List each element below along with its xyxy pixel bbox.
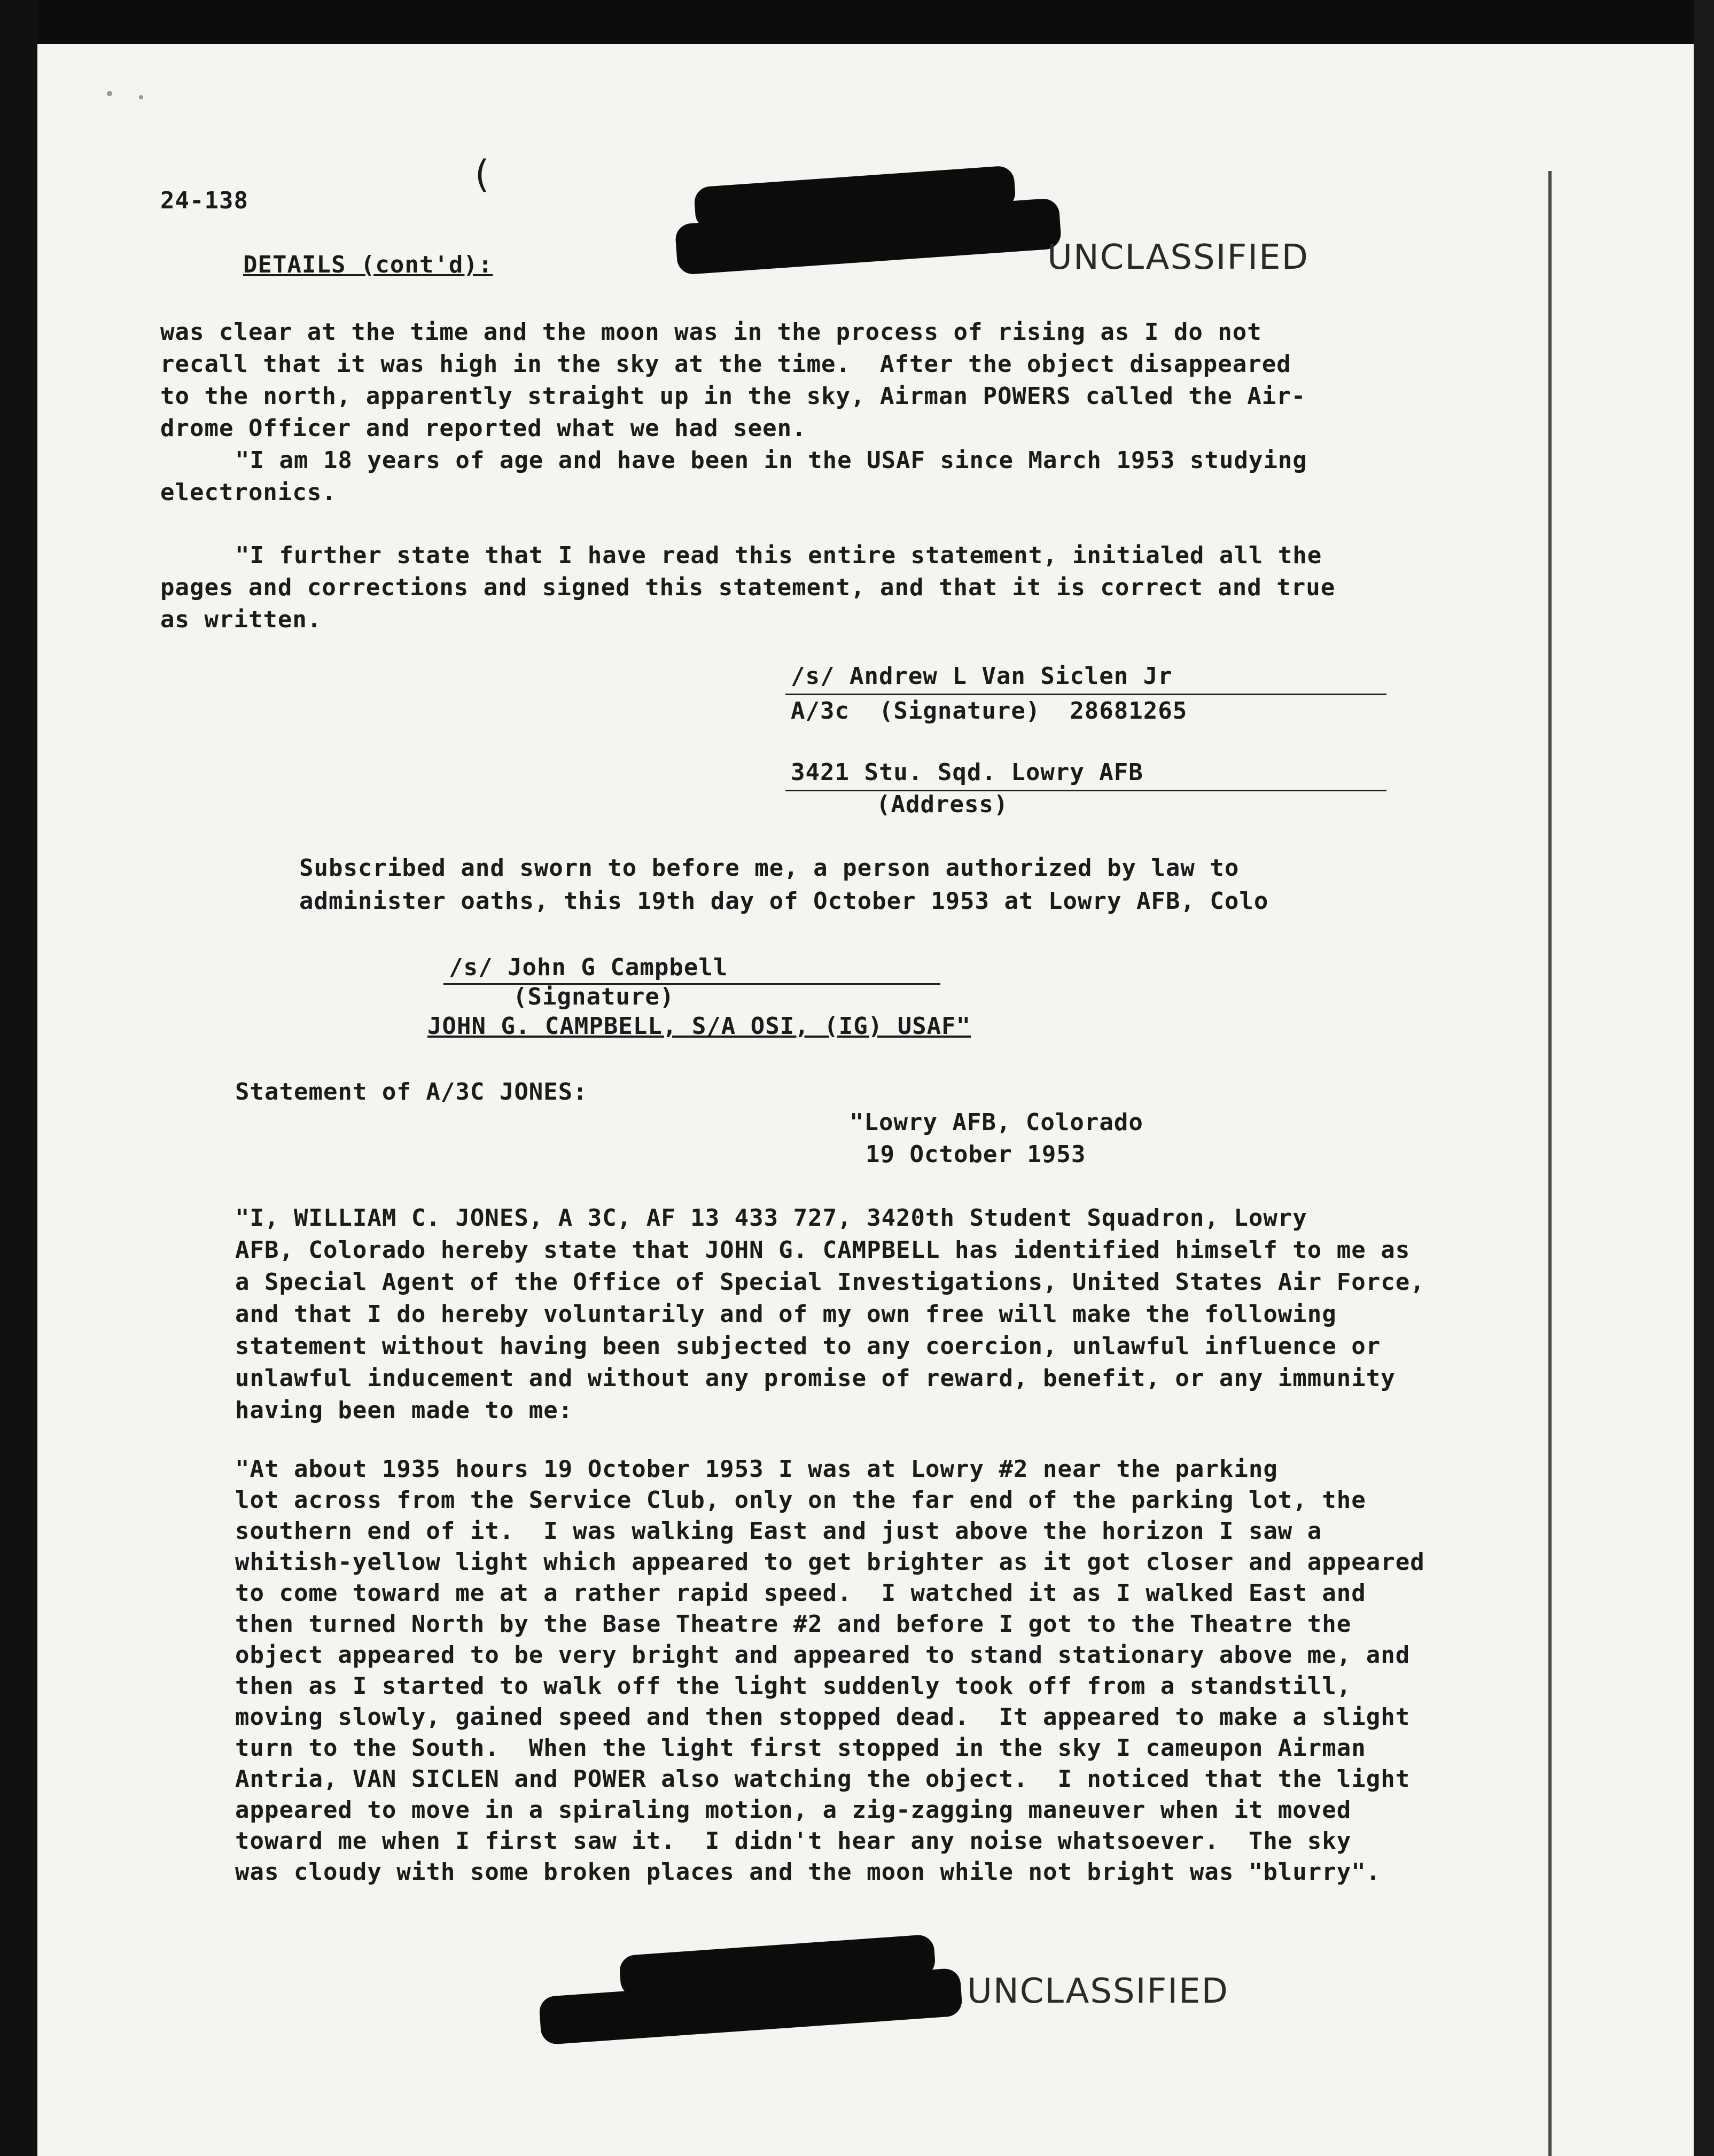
file-number: 24-138	[160, 187, 248, 214]
paragraph-continuation	[160, 316, 1307, 506]
text-line: appeared to move in a spiraling motion, a zig-zagging maneuver when it moved	[235, 1796, 1352, 1824]
text-line: having been made to me:	[235, 1397, 573, 1424]
officer-signature-line: /s/ John G Campbell	[449, 954, 728, 981]
text-line: was cloudy with some broken places and the moon while not bright was "blurry".	[235, 1858, 1381, 1886]
scan-border-top	[37, 0, 1714, 44]
officer-signature-label: (Signature)	[513, 983, 675, 1010]
text-line: Antria, VAN SICLEN and POWER also watching the object. I noticed that the light	[235, 1765, 1411, 1793]
classification-stamp-bottom: UNCLASSIFIED	[967, 1972, 1229, 2011]
text-line: "I, WILLIAM C. JONES, A 3C, AF 13 433 727, 3420th Student Squadron, Lowry	[235, 1204, 1307, 1232]
text-line: turn to the South. When the light first stopped in the sky I cameupon Airman	[235, 1734, 1366, 1762]
text-line: southern end of it. I was walking East and just above the horizon I saw a	[235, 1517, 1322, 1545]
scan-border-right	[1694, 0, 1714, 2156]
text-line: then turned North by the Base Theatre #2 and before I got to the Theatre the	[235, 1610, 1352, 1638]
jones-preamble-paragraph	[235, 1202, 1425, 1424]
text-line: object appeared to be very bright and appeared to stand stationary above me, and	[235, 1641, 1411, 1669]
scan-speck	[139, 95, 143, 99]
text-line: "I am 18 years of age and have been in the USAF since March 1953 studying	[235, 447, 1307, 474]
text-line: electronics.	[160, 479, 337, 506]
paren-mark: (	[470, 152, 494, 196]
text-line: a Special Agent of the Office of Special Investigations, United States Air Force,	[235, 1268, 1425, 1296]
statement-heading: Statement of A/3C JONES:	[235, 1078, 588, 1106]
scan-speck	[107, 91, 112, 96]
address-line: 3421 Stu. Sqd. Lowry AFB	[791, 759, 1143, 786]
signature-title-line: A/3c (Signature) 28681265	[791, 697, 1188, 725]
page-edge-rule	[1548, 171, 1552, 2156]
text-line: statement without having been subjected to any coercion, unlawful influence or	[235, 1333, 1381, 1360]
text-line: moving slowly, gained speed and then stopped dead. It appeared to make a slight	[235, 1703, 1411, 1731]
dateline-location: "Lowry AFB, Colorado	[850, 1109, 1143, 1136]
text-line: "I further state that I have read this entire statement, initialed all the	[235, 542, 1322, 569]
text-line: "At about 1935 hours 19 October 1953 I was at Lowry #2 near the parking	[235, 1456, 1278, 1483]
details-heading: DETAILS (cont'd):	[243, 251, 493, 278]
text-line: was clear at the time and the moon was in the process of rising as I do not	[160, 318, 1262, 346]
officer-typed-name: JOHN G. CAMPBELL, S/A OSI, (IG) USAF"	[427, 1013, 971, 1040]
address-rule	[785, 790, 1386, 791]
classification-stamp-top: UNCLASSIFIED	[1047, 238, 1309, 277]
scan-border-left	[0, 0, 37, 2156]
signature-rule	[785, 694, 1386, 695]
text-line: drome Officer and reported what we had seen.	[160, 415, 807, 442]
dateline-date: 19 October 1953	[866, 1141, 1086, 1168]
text-line: and that I do hereby voluntarily and of my own free will make the following	[235, 1301, 1337, 1328]
text-line: to the north, apparently straight up in the sky, Airman POWERS called the Air-	[160, 383, 1306, 410]
certification-paragraph	[160, 540, 1336, 633]
text-line: AFB, Colorado hereby state that JOHN G. CAMPBELL has identified himself to me as	[235, 1236, 1411, 1264]
jurat-paragraph	[299, 852, 1269, 915]
text-line: to come toward me at a rather rapid speed. I watched it as I walked East and	[235, 1579, 1366, 1607]
text-line: as written.	[160, 606, 322, 633]
address-label: (Address)	[876, 791, 1009, 818]
text-line: pages and corrections and signed this statement, and that it is correct and true	[160, 574, 1336, 601]
text-line: toward me when I first saw it. I didn't hear any noise whatsoever. The sky	[235, 1827, 1352, 1855]
text-line: whitish-yellow light which appeared to get brighter as it got closer and appeared	[235, 1548, 1425, 1576]
text-line: lot across from the Service Club, only on the far end of the parking lot, the	[235, 1486, 1366, 1514]
text-line: administer oaths, this 19th day of October 1953 at Lowry AFB, Colo	[299, 888, 1269, 915]
text-line: then as I started to walk off the light suddenly took off from a standstill,	[235, 1672, 1352, 1700]
text-line: Subscribed and sworn to before me, a person authorized by law to	[299, 854, 1240, 882]
jones-statement-paragraph	[235, 1453, 1425, 1886]
text-line: recall that it was high in the sky at the time. After the object disappeared	[160, 351, 1291, 378]
text-line: unlawful inducement and without any promise of reward, benefit, or any immunity	[235, 1365, 1396, 1392]
signature-name-line: /s/ Andrew L Van Siclen Jr	[791, 663, 1173, 690]
